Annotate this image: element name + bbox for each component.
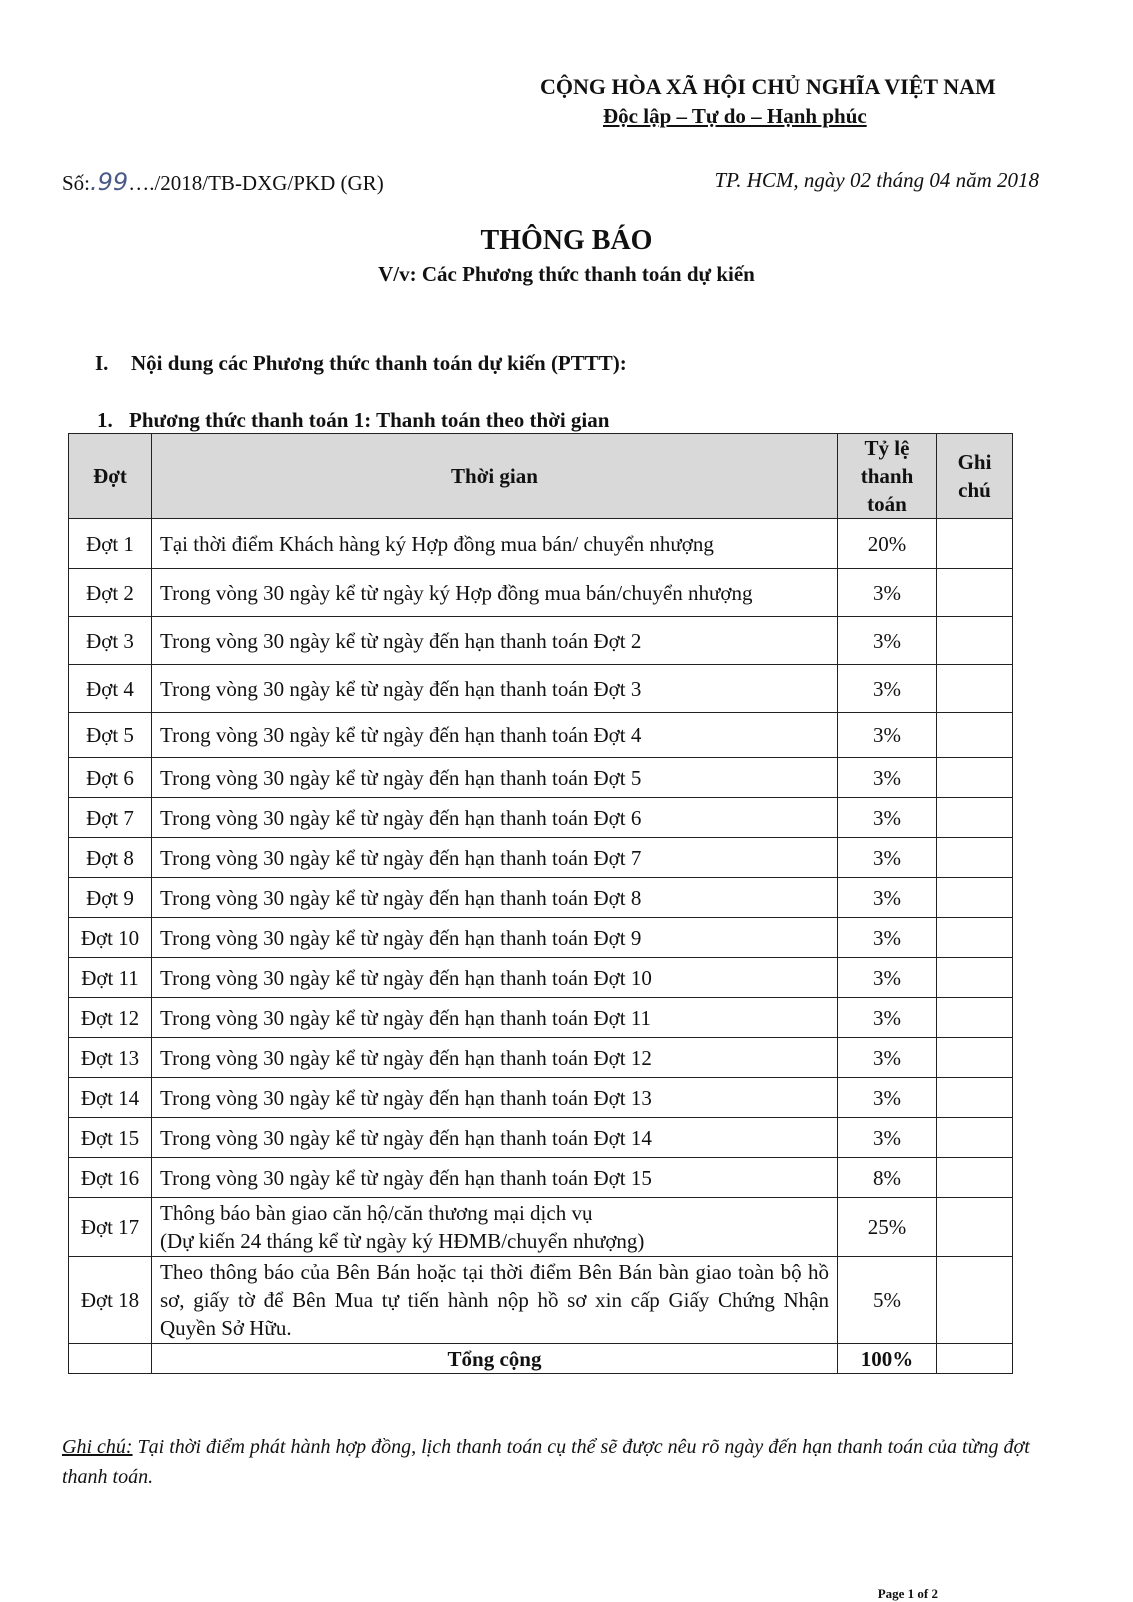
header-time: Thời gian [152,434,838,519]
cell-note [937,838,1013,878]
cell-time: Trong vòng 30 ngày kể từ ngày đến hạn thanh toán Đợt 12 [152,1038,838,1078]
total-label: Tổng cộng [152,1344,838,1374]
table-row [69,1118,1013,1158]
national-motto: Độc lập – Tự do – Hạnh phúc [603,104,867,128]
cell-time [152,1198,838,1257]
cell-phase: Đợt 3 [69,617,152,665]
cell-time: Trong vòng 30 ngày kể từ ngày đến hạn thanh toán Đợt 3 [152,665,838,713]
cell-time: Trong vòng 30 ngày kể từ ngày đến hạn thanh toán Đợt 13 [152,1078,838,1118]
table-row [69,519,1013,569]
cell-note [937,1198,1013,1257]
header-rate: Tỷ lệ thanh toán [838,434,937,519]
cell-note [937,713,1013,758]
cell-note [937,1344,1013,1374]
cell-rate: 3% [838,798,937,838]
cell-note [937,569,1013,617]
cell-time: Trong vòng 30 ngày kể từ ngày đến hạn thanh toán Đợt 8 [152,878,838,918]
cell-time: Trong vòng 30 ngày kể từ ngày đến hạn thanh toán Đợt 10 [152,958,838,998]
table-row [69,998,1013,1038]
ref-prefix: Số: [62,171,91,195]
cell-phase: Đợt 9 [69,878,152,918]
cell-time: Theo thông báo của Bên Bán hoặc tại thời điểm Bên Bán bàn giao toàn bộ hồ sơ, giấy tờ để Bên Mua tự tiến hành nộp hồ sơ xin cấp Giấy Chứng Nhận Quyền Sở Hữu. [152,1257,838,1344]
table-row [69,1078,1013,1118]
cell-rate: 3% [838,758,937,798]
payment-schedule-table [68,433,1013,1374]
cell-phase: Đợt 12 [69,998,152,1038]
cell-note [937,1038,1013,1078]
cell-phase: Đợt 5 [69,713,152,758]
cell-note [937,1118,1013,1158]
cell-time: Trong vòng 30 ngày kể từ ngày đến hạn thanh toán Đợt 14 [152,1118,838,1158]
cell-note [937,958,1013,998]
cell-phase: Đợt 7 [69,798,152,838]
page-number: Page 1 of 2 [877,1586,938,1601]
table-row [69,758,1013,798]
cell-phase: Đợt 2 [69,569,152,617]
cell-phase: Đợt 6 [69,758,152,798]
table-row [69,798,1013,838]
cell-rate: 3% [838,713,937,758]
cell-note [937,617,1013,665]
ref-suffix: …./2018/TB-DXG/PKD (GR) [128,171,384,195]
cell-rate: 3% [838,878,937,918]
table-header-row [69,434,1013,519]
table-row [69,665,1013,713]
cell-rate: 3% [838,918,937,958]
cell-rate: 3% [838,569,937,617]
cell-time: Trong vòng 30 ngày kể từ ngày đến hạn thanh toán Đợt 11 [152,998,838,1038]
cell-note [937,1257,1013,1344]
cell-phase: Đợt 10 [69,918,152,958]
cell-note [937,1078,1013,1118]
table-row [69,569,1013,617]
cell-rate: 20% [838,519,937,569]
cell-time: Trong vòng 30 ngày kể từ ngày đến hạn thanh toán Đợt 4 [152,713,838,758]
cell-rate: 3% [838,665,937,713]
cell-note [937,665,1013,713]
cell-rate: 8% [838,1158,937,1198]
document-title: THÔNG BÁO [480,225,653,256]
cell-rate: 3% [838,838,937,878]
cell-phase: Đợt 15 [69,1118,152,1158]
document-subject: V/v: Các Phương thức thanh toán dự kiến [378,262,755,286]
cell-phase: Đợt 11 [69,958,152,998]
cell-rate: 3% [838,1118,937,1158]
cell-note [937,998,1013,1038]
national-name: CỘNG HÒA XÃ HỘI CHỦ NGHĨA VIỆT NAM [540,74,996,99]
subsection-heading [97,408,609,433]
table-row [69,617,1013,665]
table-row [69,918,1013,958]
cell-time: Trong vòng 30 ngày kể từ ngày đến hạn thanh toán Đợt 2 [152,617,838,665]
cell-phase: Đợt 16 [69,1158,152,1198]
cell-phase: Đợt 14 [69,1078,152,1118]
subsection-text: Phương thức thanh toán 1: Thanh toán theo thời gian [129,408,610,432]
cell-rate: 25% [838,1198,937,1257]
cell-note [937,918,1013,958]
cell-phase: Đợt 4 [69,665,152,713]
cell-time-line: Thông báo bàn giao căn hộ/căn thương mại dịch vụ [160,1201,593,1225]
cell-time: Trong vòng 30 ngày kể từ ngày đến hạn thanh toán Đợt 7 [152,838,838,878]
table-row [69,1158,1013,1198]
cell-rate: 3% [838,998,937,1038]
cell-time: Trong vòng 30 ngày kể từ ngày đến hạn thanh toán Đợt 6 [152,798,838,838]
section-text: Nội dung các Phương thức thanh toán dự kiến (PTTT): [131,351,627,375]
cell-phase: Đợt 13 [69,1038,152,1078]
cell-rate: 3% [838,1078,937,1118]
table-row [69,1257,1013,1344]
cell-time: Trong vòng 30 ngày kể từ ngày đến hạn thanh toán Đợt 5 [152,758,838,798]
total-value: 100% [838,1344,937,1374]
footnote-text: Tại thời điểm phát hành hợp đồng, lịch thanh toán cụ thể sẽ được nêu rõ ngày đến hạn thanh toán của từng đợt thanh toán. [62,1436,1030,1488]
subsection-number: 1. [97,408,113,432]
cell-time: Tại thời điểm Khách hàng ký Hợp đồng mua bán/ chuyển nhượng [152,519,838,569]
cell-rate: 3% [838,958,937,998]
ref-handwritten-number: .99 [90,168,129,196]
cell-rate: 3% [838,617,937,665]
table-row [69,1198,1013,1257]
cell-phase: Đợt 18 [69,1257,152,1344]
table-row [69,838,1013,878]
cell-phase: Đợt 8 [69,838,152,878]
cell-phase: Đợt 17 [69,1198,152,1257]
cell-note [937,1158,1013,1198]
footnote [62,1432,1042,1492]
cell-time: Trong vòng 30 ngày kể từ ngày đến hạn thanh toán Đợt 15 [152,1158,838,1198]
table-row [69,713,1013,758]
total-row [69,1344,1013,1374]
cell-note [937,878,1013,918]
table-row [69,1038,1013,1078]
cell-phase [69,1344,152,1374]
cell-time: Trong vòng 30 ngày kể từ ngày ký Hợp đồng mua bán/chuyển nhượng [152,569,838,617]
section-number: I. [95,351,109,375]
cell-rate: 5% [838,1257,937,1344]
cell-note [937,519,1013,569]
cell-phase: Đợt 1 [69,519,152,569]
cell-note [937,798,1013,838]
place-date: TP. HCM, ngày 02 tháng 04 năm 2018 [714,168,1039,192]
cell-rate: 3% [838,1038,937,1078]
section-heading [95,351,627,376]
header-phase: Đợt [69,434,152,519]
table-row [69,878,1013,918]
cell-note [937,758,1013,798]
table-row [69,958,1013,998]
cell-time-line: (Dự kiến 24 tháng kể từ ngày ký HĐMB/chuyển nhượng) [160,1229,645,1253]
cell-time: Trong vòng 30 ngày kể từ ngày đến hạn thanh toán Đợt 9 [152,918,838,958]
footnote-label: Ghi chú: [62,1436,133,1458]
header-note: Ghi chú [937,434,1013,519]
document-number [62,168,384,196]
